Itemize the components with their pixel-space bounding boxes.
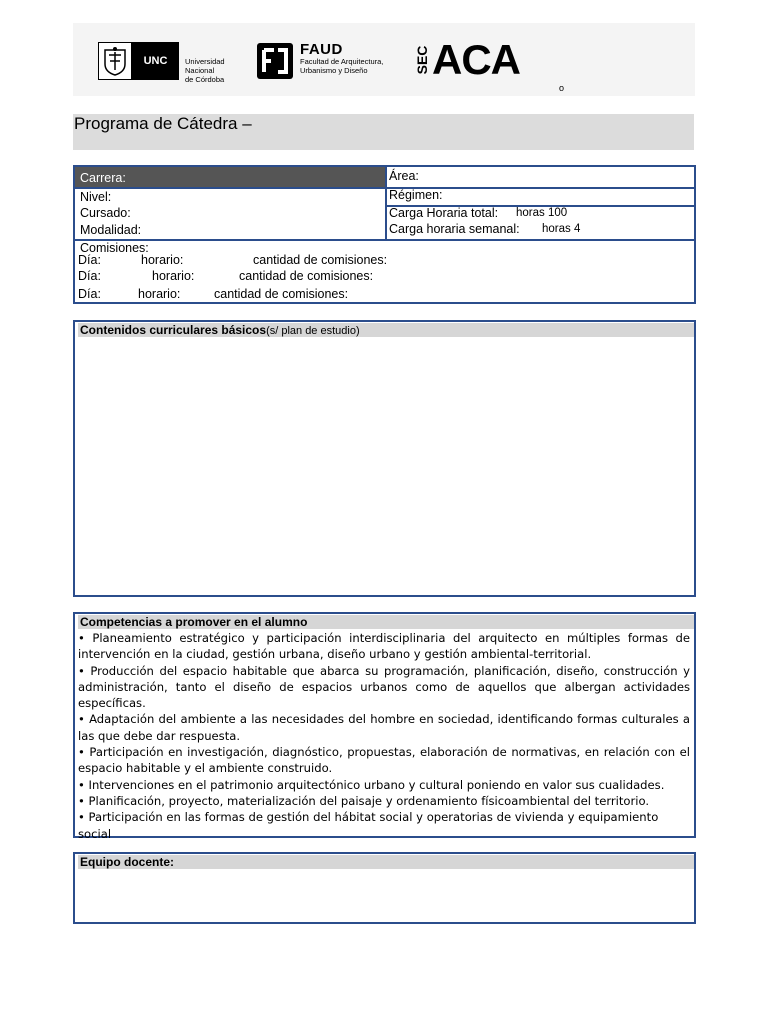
- list-item: • Planificación, proyecto, materialización del paisaje y ordenamiento físicoambiental del territorio.: [78, 793, 650, 808]
- comision-horario[interactable]: horario:: [138, 287, 181, 301]
- contenidos-heading: [78, 323, 694, 337]
- unc-name-line: Universidad: [185, 57, 225, 66]
- modalidad-field[interactable]: Modalidad:: [80, 223, 142, 237]
- cursado-field[interactable]: Cursado:: [80, 206, 131, 220]
- small-mark: o: [559, 83, 565, 93]
- list-item: • Producción del espacio habitable que abarca su programación, planificación, diseño, construcción y administración, tanto el diseño de espacios urbanos como de aquellos que albergan actividades específicas.: [78, 663, 690, 711]
- unc-name-line: Nacional: [185, 66, 215, 75]
- comision-cantidad[interactable]: cantidad de comisiones:: [253, 253, 388, 267]
- carga-semanal-label: Carga horaria semanal:: [389, 222, 520, 236]
- competencias-section[interactable]: [73, 612, 696, 841]
- course-info-table: [73, 165, 696, 304]
- comision-horario[interactable]: horario:: [152, 269, 195, 283]
- list-item: • Adaptación del ambiente a las necesidades del hombre en sociedad, identificando formas culturales a las que debe dar respuesta.: [78, 712, 690, 743]
- sec-label: [403, 45, 441, 75]
- sec-aca-logo: [414, 36, 520, 83]
- comision-dia[interactable]: Día:: [78, 253, 101, 267]
- unc-abbr: UNC: [132, 42, 179, 80]
- comision-dia[interactable]: Día:: [78, 269, 101, 283]
- list-item: • Planeamiento estratégico y participación interdisciplinaria del arquitecto en múltiples formas de intervención en la ciudad, gestión urbana, diseño urbano y gestión ambiental-territorial.: [78, 631, 690, 662]
- competencias-heading: Competencias a promover en el alumno: [78, 615, 694, 629]
- carga-total-value[interactable]: horas 100: [516, 207, 568, 219]
- table-divider: [385, 167, 387, 239]
- comision-horario[interactable]: horario:: [141, 253, 184, 267]
- carga-semanal-value[interactable]: horas 4: [542, 223, 581, 235]
- faud-subtitle-line: Urbanismo y Diseño: [300, 66, 368, 75]
- contenidos-heading-note: (s/ plan de estudio): [266, 325, 360, 337]
- unc-name-line: de Córdoba: [185, 75, 225, 84]
- sec-text: SEC: [414, 45, 430, 75]
- comision-dia[interactable]: Día:: [78, 287, 101, 301]
- faud-title: FAUD: [300, 41, 343, 58]
- comision-cantidad[interactable]: cantidad de comisiones:: [214, 287, 349, 301]
- regimen-field[interactable]: Régimen:: [389, 188, 443, 202]
- competencias-list: [78, 630, 690, 842]
- equipo-heading: Equipo docente:: [78, 855, 694, 869]
- area-field[interactable]: Área:: [389, 169, 419, 183]
- contenidos-section[interactable]: [73, 320, 696, 597]
- list-item: • Intervenciones en el patrimonio arquitectónico urbano y cultural poniendo en valor sus cualidades.: [78, 777, 665, 792]
- unc-logo: [98, 42, 225, 84]
- aca-label: ACA: [432, 36, 520, 83]
- comisiones-label: Comisiones:: [80, 241, 149, 255]
- unc-shield-icon: [98, 42, 132, 80]
- faud-logo: [256, 42, 383, 80]
- carga-total-label: Carga Horaria total:: [389, 206, 499, 220]
- unc-name: [185, 42, 225, 84]
- page-title[interactable]: Programa de Cátedra –: [74, 114, 252, 133]
- equipo-section[interactable]: [73, 852, 696, 924]
- table-divider: [75, 239, 694, 241]
- table-divider: [75, 187, 694, 189]
- faud-emblem-icon: [256, 42, 294, 80]
- list-item: • Participación en investigación, diagnóstico, propuestas, elaboración de normativas, en relación con el espacio habitable y el ambiente construido.: [78, 745, 690, 776]
- faud-subtitle-line: Facultad de Arquitectura,: [300, 57, 384, 66]
- comision-cantidad[interactable]: cantidad de comisiones:: [239, 269, 374, 283]
- list-item: • Participación en las formas de gestión del hábitat social y operatorias de vivienda y equipamiento social: [78, 810, 659, 841]
- nivel-field[interactable]: Nivel:: [80, 190, 112, 204]
- carrera-field[interactable]: Carrera:: [75, 167, 385, 187]
- contenidos-heading-text: Contenidos curriculares básicos: [80, 323, 267, 337]
- faud-subtitle: [300, 57, 383, 75]
